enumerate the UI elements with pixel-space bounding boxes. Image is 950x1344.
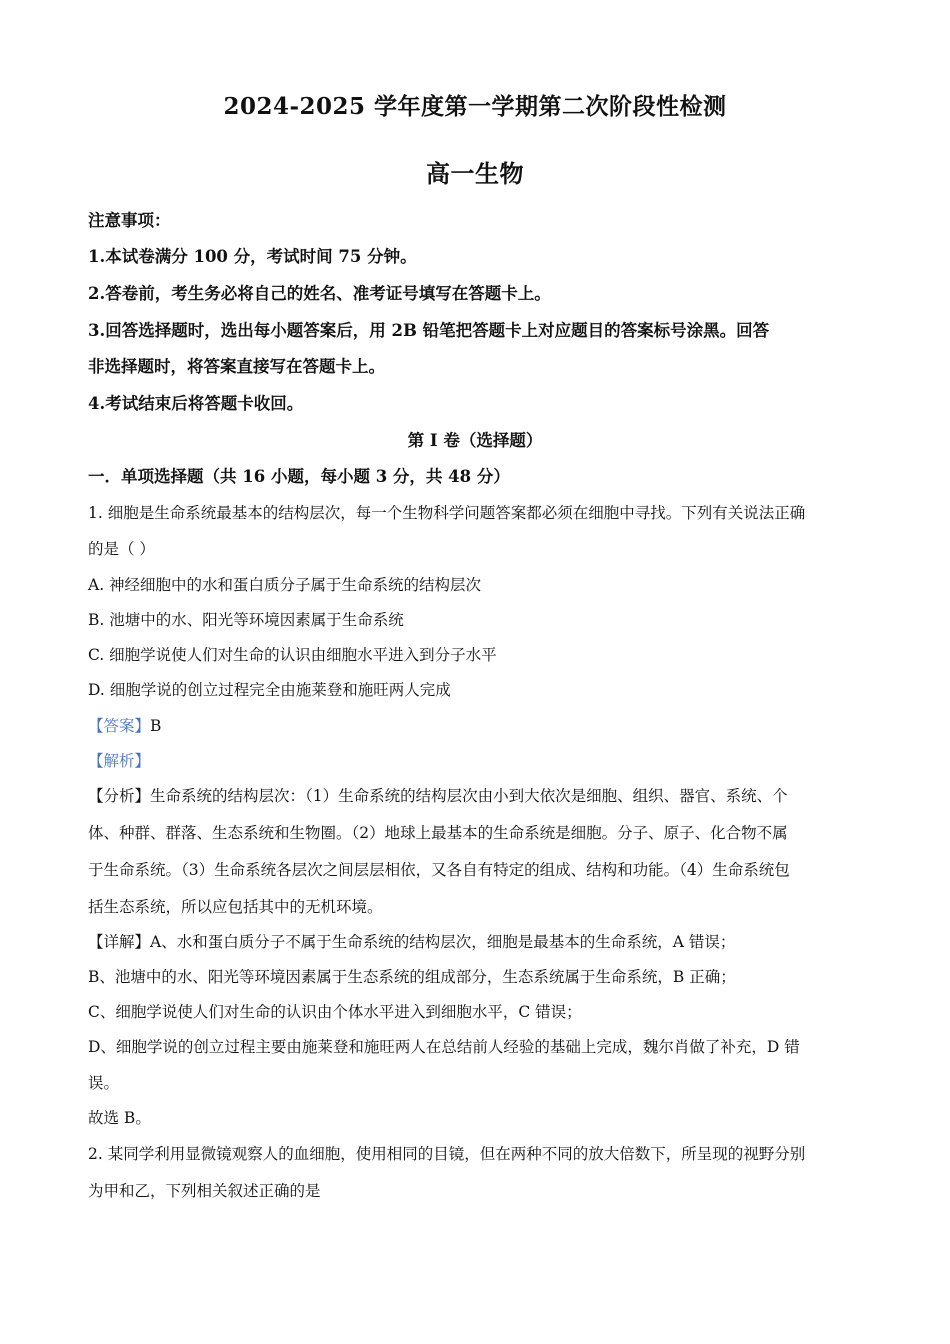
q1-option-b: B. 池塘中的水、阳光等环境因素属于生命系统 xyxy=(88,611,404,629)
q1-conclusion: 故选 B。 xyxy=(88,1109,151,1127)
q1-answer-row xyxy=(88,715,863,737)
notice-item-1: 1.本试卷满分 100 分，考试时间 75 分钟。 xyxy=(88,247,417,266)
q1-xiangjie-line-4: D、细胞学说的创立过程主要由施莱登和施旺两人在总结前人经验的基础上完成，魏尔肖做了补充，D 错 xyxy=(88,1038,800,1056)
answer-tag: 【答案】 xyxy=(88,717,151,735)
exam-title: 2024-2025 学年度第一学期第二次阶段性检测 xyxy=(223,93,727,120)
q1-xiangjie-line-5: 误。 xyxy=(88,1074,120,1092)
answer-value: B xyxy=(150,717,162,735)
part-heading: 一．单项选择题（共 16 小题，每小题 3 分，共 48 分） xyxy=(88,467,510,486)
q1-option-a: A. 神经细胞中的水和蛋白质分子属于生命系统的结构层次 xyxy=(88,576,482,594)
q1-xiangjie-line-2: B、池塘中的水、阳光等环境因素属于生态系统的组成部分，生态系统属于生命系统，B 正确； xyxy=(88,968,736,986)
q1-fenxi-line-3: 于生命系统。（3）生命系统各层次之间层层相依，又各自有特定的组成、结构和功能。（4）生命系统包 xyxy=(88,861,790,879)
notice-item-2: 2.答卷前，考生务必将自己的姓名、准考证号填写在答题卡上。 xyxy=(88,284,551,303)
q1-fenxi-line-2: 体、种群、群落、生态系统和生物圈。（2）地球上最基本的生命系统是细胞。分子、原子、化合物不属 xyxy=(88,824,788,842)
q1-fenxi-line-1: 【分析】生命系统的结构层次：（1）生命系统的结构层次由小到大依次是细胞、组织、器官、系统、个 xyxy=(88,787,788,805)
notice-item-3-line-1: 3.回答选择题时，选出每小题答案后，用 2B 铅笔把答题卡上对应题目的答案标号涂黑。回答 xyxy=(88,321,770,340)
q1-xiangjie-line-1: 【详解】A、水和蛋白质分子不属于生命系统的结构层次，细胞是最基本的生命系统，A 错误； xyxy=(88,933,736,951)
q1-stem-line-2: 的是（ ） xyxy=(88,540,155,558)
q2-stem-line-2: 为甲和乙，下列相关叙述正确的是 xyxy=(88,1182,321,1200)
exam-subject: 高一生物 xyxy=(426,159,524,188)
notice-heading: 注意事项： xyxy=(88,211,171,230)
volume-heading: 第 I 卷（选择题） xyxy=(407,431,543,450)
q2-stem-line-1: 2. 某同学利用显微镜观察人的血细胞，使用相同的目镜，但在两种不同的放大倍数下，所呈现的视野分别 xyxy=(88,1145,806,1163)
q1-xiangjie-line-3: C、细胞学说使人们对生命的认识由个体水平进入到细胞水平，C 错误； xyxy=(88,1003,582,1021)
analysis-tag: 【解析】 xyxy=(88,752,151,770)
q1-option-c: C. 细胞学说使人们对生命的认识由细胞水平进入到分子水平 xyxy=(88,646,497,664)
notice-item-3-line-2: 非选择题时，将答案直接写在答题卡上。 xyxy=(88,357,385,376)
q1-option-d: D. 细胞学说的创立过程完全由施莱登和施旺两人完成 xyxy=(88,681,451,699)
q1-fenxi-line-4: 括生态系统，所以应包括其中的无机环境。 xyxy=(88,898,383,916)
q1-stem-line-1: 1. 细胞是生命系统最基本的结构层次，每一个生物科学问题答案都必须在细胞中寻找。下列有关说法正确 xyxy=(88,504,806,522)
notice-item-4: 4.考试结束后将答题卡收回。 xyxy=(88,394,304,413)
